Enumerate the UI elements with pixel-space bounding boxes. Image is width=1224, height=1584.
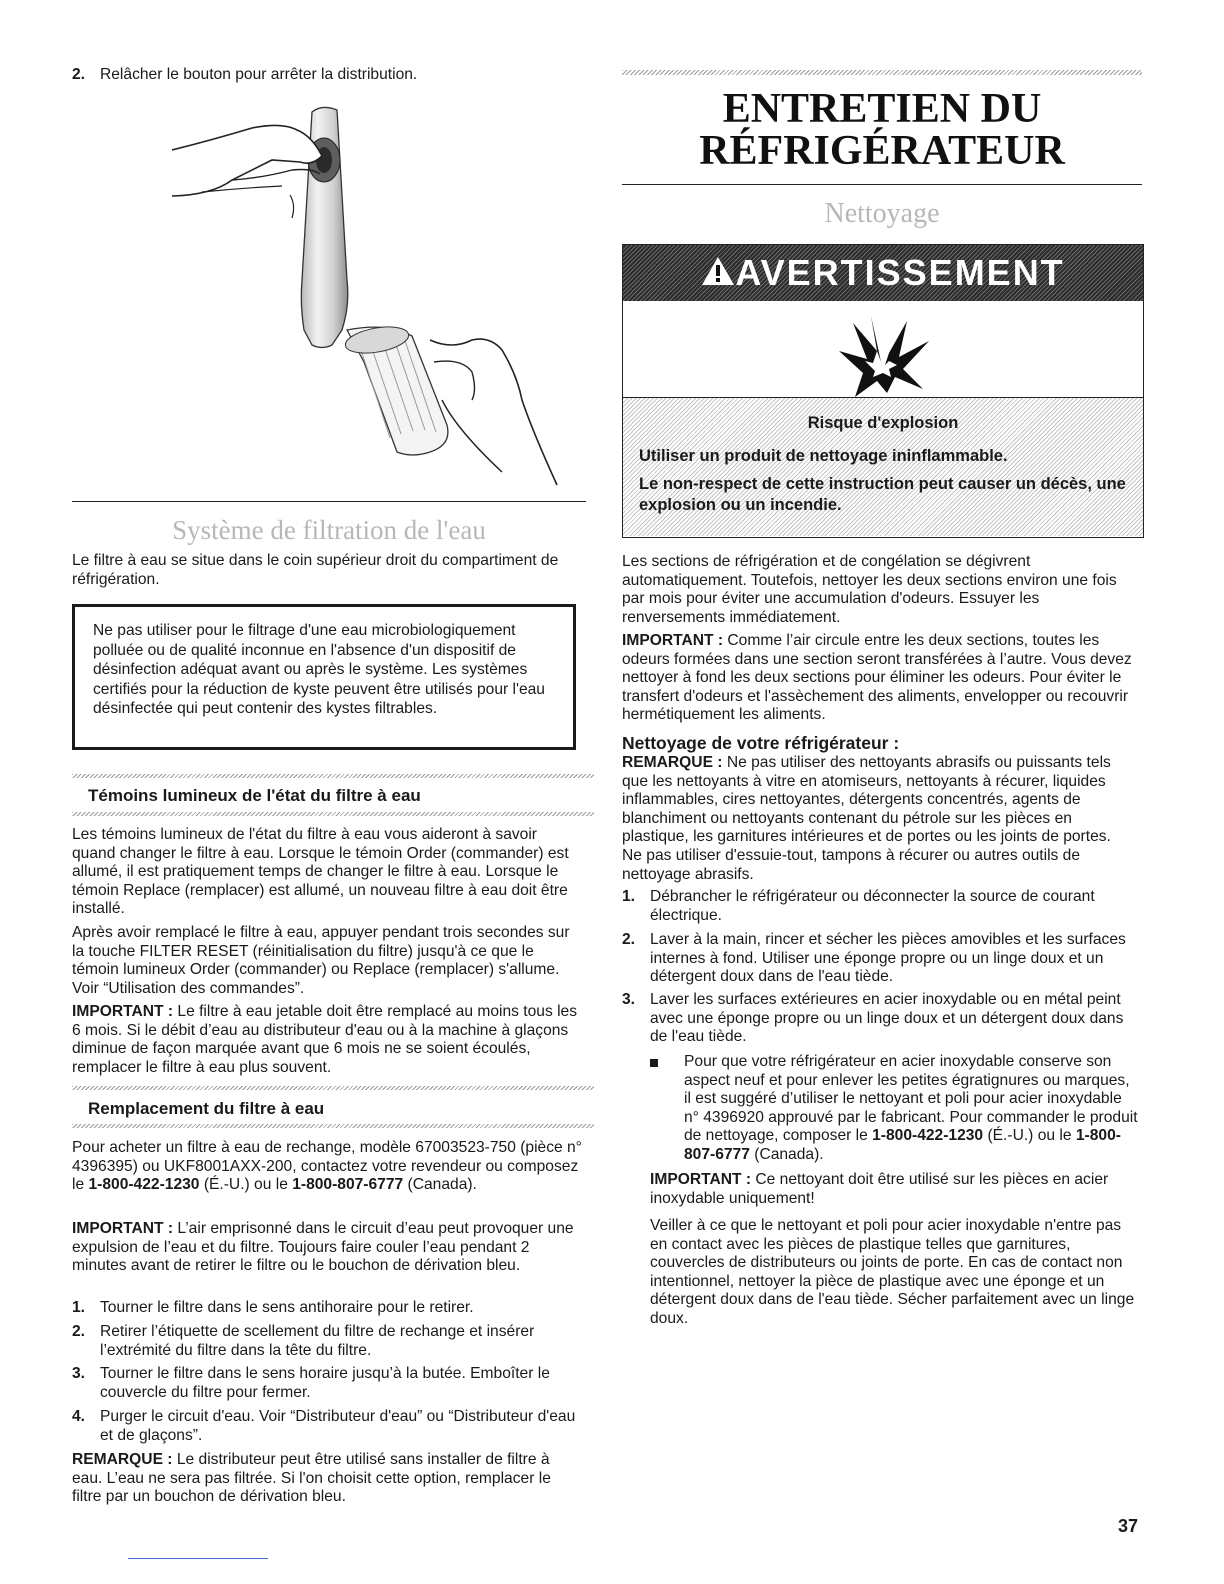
- warning-block: [622, 244, 1144, 538]
- cleaning-step: 1. Débrancher le réfrigérateur ou déconnecter la source de courant électrique.: [622, 888, 1095, 924]
- explosion-icon: [833, 311, 933, 399]
- replacement-step: 1. Tourner le filtre dans le sens antihoraire pour le retirer.: [72, 1299, 474, 1316]
- cleaning-step: 2. Laver à la main, rincer et sécher les pièces amovibles et les surfaces internes à fond. Utiliser une éponge propre ou un linge doux et un détergent doux dans de l'eau tiède.: [622, 931, 1126, 986]
- section-title: Système de filtration de l'eau: [172, 515, 486, 545]
- cleaning-paragraph: Les sections de réfrigération et de congélation se dégivrent automatiquement. Toutefois, nettoyer les deux sections environ une fois par mois pour éviter une accumulation d'odeurs. Essuyer les renversements immédiatement.: [622, 553, 1117, 626]
- warning-risk: Risque d'explosion: [807, 414, 959, 432]
- bullet-icon: [650, 1059, 658, 1067]
- stainless-paragraph: Veiller à ce que le nettoyant et poli pour acier inoxydable n'entre pas en contact avec les pièces de plastique telles que garnitures, couvercles de distributeurs ou joints de porte. En cas de contact non intentionnel, nettoyer la pièce de plastique avec une éponge et un détergent doux dans de l'eau tiède. Sécher parfaitement avec un linge doux.: [650, 1217, 1135, 1327]
- replacement-step: 3. Tourner le filtre dans le sens horaire jusqu’à la butée. Emboîter le couvercle du filtre pour fermer.: [72, 1365, 550, 1401]
- hatch-rule: [72, 812, 594, 816]
- cleaning-step: 3. Laver les surfaces extérieures en acier inoxydable ou en métal peint avec une éponge propre ou un linge doux et un détergent doux dans de l'eau tiède.: [622, 991, 1124, 1046]
- warning-line-1: Utiliser un produit de nettoyage ininflammable.: [639, 447, 1008, 465]
- bullet-item: Pour que votre réfrigérateur en acier inoxydable conserve son aspect neuf et pour enlever les petites égratignures ou marques, il est suggéré d’utiliser le nettoyant et poli pour acier inoxydable n° 4396920 approuvé par le fabricant. Pour commander le produit de nettoyage, composer le 1-800-422-1230 (É.-U.) ou le 1-800-807-6777 (Canada).: [650, 1053, 1140, 1165]
- indicators-important: IMPORTANT : Le filtre à eau jetable doit être remplacé au moins tous les 6 mois. Si le débit d’eau au distributeur d'eau ou à la machine à glaçons diminue de façon marquée avant que 6 mois ne se soient écoulés, remplacer le filtre à eau plus souvent.: [72, 1003, 578, 1076]
- cleaning-important: IMPORTANT : Comme l’air circule entre les deux sections, toutes les odeurs formées dans une section seront transférées à l’autre. Vous devez nettoyer à fond les deux sections pour éliminer les odeurs. Pour éviter le transfert d'odeurs et l'assèchement des aliments, envelopper ou recouvrir hermétiquement les aliments.: [622, 632, 1132, 724]
- replacement-heading: Remplacement du filtre à eau: [88, 1099, 325, 1118]
- filter-removal-illustration: [172, 100, 612, 495]
- phone-canada: 1-800-807-6777: [684, 1127, 1121, 1163]
- page-number: 37: [1118, 1516, 1139, 1536]
- replacement-paragraph: Pour acheter un filtre à eau de rechange, modèle 67003523-750 (pièce n° 4396395) ou UKF8001AXX-200, contactez votre revendeur ou composez le 1-800-422-1230 (É.-U.) ou le 1-800-807-6777 (Canada).: [72, 1139, 582, 1194]
- warning-triangle-icon: [701, 255, 735, 287]
- phone-canada: 1-800-807-6777: [292, 1176, 404, 1194]
- replacement-important: IMPORTANT : L’air emprisonné dans le circuit d’eau peut provoquer une expulsion de l’eau et du filtre. Toujours faire couler l’eau pendant 2 minutes avant de retirer le filtre ou le bouchon de dérivation bleu.: [72, 1220, 574, 1275]
- warning-banner: AVERTISSEMENT: [623, 245, 1143, 301]
- warning-note-text: Ne pas utiliser pour le filtrage d'une eau microbiologiquement polluée ou de qualité inconnue en l'absence d'un dispositif de désinfection adéquat avant ou après le système. Les systèmes certifiés pour la réduction de kyste peuvent être utilisés pour l'eau désinfectée qui peut contenir des kystes filtrables.: [93, 622, 545, 717]
- hatch-rule: [72, 1086, 594, 1090]
- cleaning-note: REMARQUE : Ne pas utiliser des nettoyants abrasifs ou puissants tels que les nettoyants à vitre en atomiseurs, nettoyants à récurer, liquides inflammables, cires nettoyantes, détergents concentrés, agents de blanchiment ou nettoyants contenant du pétrole sur les pièces en plastique, les garnitures intérieures et de portes ou les joints de portes. Ne pas utiliser d'essuie-tout, tampons à récurer ou autres outils de nettoyage abrasifs.: [622, 754, 1111, 883]
- warning-note-box: [72, 604, 576, 750]
- stainless-important: IMPORTANT : Ce nettoyant doit être utilisé sur les pièces en acier inoxydable uniquement!: [650, 1171, 1109, 1207]
- warning-text-area: [623, 397, 1143, 536]
- intro-paragraph: Le filtre à eau se situe dans le coin supérieur droit du compartiment de réfrigération.: [72, 552, 559, 588]
- phone-us: 1-800-422-1230: [872, 1127, 984, 1145]
- footnote-rule: [128, 1558, 268, 1559]
- page-title: ENTRETIEN DU RÉFRIGÉRATEUR: [699, 86, 1065, 174]
- section-subtitle: Nettoyage: [824, 198, 940, 229]
- replacement-note: REMARQUE : Le distributeur peut être utilisé sans installer de filtre à eau. L’eau ne sera pas filtrée. Si l'on choisit cette option, remplacer le filtre par un bouchon de dérivation bleu.: [72, 1451, 551, 1506]
- divider: [72, 501, 586, 502]
- indicators-paragraph: Après avoir remplacé le filtre à eau, appuyer pendant trois secondes sur la touche FILTER RESET (réinitialisation du filtre) jusqu'à ce que le témoin lumineux Order (commander) ou Replace (remplacer) s'allume. Voir “Utilisation des commandes”.: [72, 924, 570, 997]
- hatch-rule: [72, 774, 594, 778]
- divider: [622, 184, 1142, 185]
- replacement-step: 4. Purger le circuit d'eau. Voir “Distributeur d'eau” ou “Distributeur d'eau et de glaçons”.: [72, 1408, 576, 1444]
- indicators-paragraph: Les témoins lumineux de l'état du filtre à eau vous aideront à savoir quand changer le filtre à eau. Lorsque le témoin Order (commander) est allumé, il est pratiquement temps de changer le filtre à eau. Lorsque le témoin Replace (remplacer) est allumé, un nouveau filtre à eau doit être installé.: [72, 826, 569, 918]
- cleaning-heading: Nettoyage de votre réfrigérateur :: [622, 733, 900, 753]
- hatch-rule: [72, 1124, 594, 1128]
- warning-line-2: Le non-respect de cette instruction peut causer un décès, une explosion ou un incendie.: [639, 475, 1126, 514]
- replacement-step: 2. Retirer l’étiquette de scellement du filtre de rechange et insérer l’extrémité du filtre dans la tête du filtre.: [72, 1323, 535, 1359]
- indicators-heading: Témoins lumineux de l'état du filtre à eau: [88, 786, 421, 805]
- phone-us: 1-800-422-1230: [88, 1176, 200, 1194]
- hatch-rule: [622, 70, 1142, 75]
- instruction-step: 2. Relâcher le bouton pour arrêter la distribution.: [72, 66, 418, 83]
